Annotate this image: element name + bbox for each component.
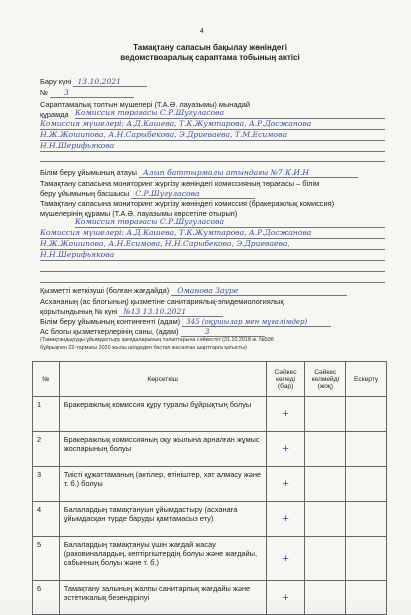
row-indicator: Бракеражлық комиссияның оқу жылына арналған жұмыс жоспарының болуы bbox=[59, 432, 266, 467]
blank-line bbox=[40, 161, 385, 162]
col-header-compliant: Сәйкес келеді (бар) bbox=[266, 362, 305, 397]
org-head-row bbox=[40, 189, 255, 199]
row-note bbox=[346, 397, 387, 432]
row-noncompliant-mark bbox=[305, 467, 346, 502]
table-row bbox=[33, 502, 387, 537]
visit-date-value: 13.10.2021 bbox=[73, 77, 147, 87]
row-indicator: Бракеражлық комиссия құру туралы бұйрықтың болуы bbox=[59, 397, 266, 432]
school-label: Білім беру ұйымының атауы bbox=[40, 168, 137, 177]
supplier-value: Оманова Зауре bbox=[171, 286, 347, 296]
visit-date-row bbox=[40, 77, 147, 87]
staff-label: Ас блогы қызметкерлерінің саны, (адам) bbox=[40, 327, 179, 336]
blank-line bbox=[40, 271, 385, 272]
act-number-value: 3 bbox=[50, 88, 134, 98]
col-header-noncompliant: Сәйкес келмейді (жоқ) bbox=[305, 362, 346, 397]
experts-handwritten-4: Н.Н.Шерифьякова bbox=[40, 141, 385, 152]
row-indicator: Балалардың тамақтануын ұйымдастыру (асханаға ұйымдасқан түрде баруды қамтамасыз ету) bbox=[59, 502, 266, 537]
row-number: 6 bbox=[33, 581, 60, 615]
conclusion-label: қорытындының № күні bbox=[40, 307, 118, 316]
row-compliant-mark: + bbox=[266, 537, 305, 581]
experts-text: Сараптамалық толтын мүшелері (Т.А.Ә. лауазымы) мынадай bbox=[40, 100, 251, 109]
experts-composition-label: құрамда bbox=[40, 110, 69, 119]
school-row bbox=[40, 168, 358, 178]
row-noncompliant-mark bbox=[305, 581, 346, 615]
col-header-note: Ескерту bbox=[346, 362, 387, 397]
conclusion-row bbox=[40, 307, 223, 317]
row-noncompliant-mark bbox=[305, 397, 346, 432]
table-row bbox=[33, 467, 387, 502]
title-line-1: Тамақтану сапасын бақылау жөніндегі bbox=[133, 43, 287, 52]
table-row bbox=[33, 397, 387, 432]
brakerage-text: Тамақтану сапасына мониторинг жүргізу жөніндегі комиссия (бракеражлық комиссия) bbox=[40, 199, 335, 208]
members-handwritten-3: Н.Ж.Жошипова, А.Н.Есимова, Н.Н.Сарыбекова, Э.Дриеваева, bbox=[40, 239, 385, 250]
members-text: мүшелерінің құрамы (Т.А.Ә. лауазымы көрсетіле отырып) bbox=[40, 209, 238, 218]
row-compliant-mark: + bbox=[266, 502, 305, 537]
row-noncompliant-mark bbox=[305, 537, 346, 581]
visit-date-label: Бару күні bbox=[40, 77, 72, 86]
row-note bbox=[346, 432, 387, 467]
col-header-indicator: Көрсеткіш bbox=[59, 362, 266, 397]
row-note bbox=[346, 537, 387, 581]
table-header-row bbox=[33, 362, 387, 397]
staff-value: 3 bbox=[181, 327, 265, 337]
blank-line bbox=[40, 282, 385, 283]
row-compliant-mark: + bbox=[266, 467, 305, 502]
org-head-value: С.Р.Шугуласова bbox=[131, 189, 255, 199]
conclusion-value: №13 13.10.2021 bbox=[119, 307, 223, 317]
row-note bbox=[346, 467, 387, 502]
row-compliant-mark: + bbox=[266, 432, 305, 467]
experts-handwritten-3: Н.Ж.Жошипова, А.Н.Сарыбекова, Э.Дриеваева, Т.М.Есимова bbox=[40, 130, 385, 141]
contingent-value: 345 (оқушылар мен мұғалімдер) bbox=[182, 318, 331, 327]
row-noncompliant-mark bbox=[305, 432, 346, 467]
supplier-row bbox=[40, 286, 347, 296]
act-number-label: № bbox=[40, 88, 48, 97]
contingent-row bbox=[40, 317, 331, 327]
row-compliant-mark: + bbox=[266, 397, 305, 432]
row-indicator: Тамақтану залының жалпы санитарлық жағдайы және эстетикалық безендірілуі bbox=[59, 581, 266, 615]
row-number: 5 bbox=[33, 537, 60, 581]
note-line-2: бұйрықпен 22-тармағы 2020 жылы шілдеден бастап жасалған шарттарға қатысты) bbox=[40, 345, 247, 351]
org-head-label: беру ұйымының басшысы bbox=[40, 189, 130, 198]
table-row bbox=[33, 432, 387, 467]
school-value: Алып баттырмалы атындағы №7 К.И.Н bbox=[139, 168, 358, 178]
row-indicator: Тиісті құжаттаманың (актілер, өтініштер, хат алмасу және т. б.) болуы bbox=[59, 467, 266, 502]
row-noncompliant-mark bbox=[305, 502, 346, 537]
page-number: 4 bbox=[200, 28, 204, 35]
row-number: 1 bbox=[33, 397, 60, 432]
row-number: 4 bbox=[33, 502, 60, 537]
commission-head-text: Тамақтану сапасына мониторинг жүргізу жөніндегі комиссияның төрағасы – білім bbox=[40, 179, 320, 188]
table-row bbox=[33, 581, 387, 615]
contingent-label: Білім беру ұйымының контингенті (адам) bbox=[40, 317, 181, 326]
experts-handwritten-2: Комиссия мүшелері: А.Д.Кашева, Т.К.Жумтарова, А.Р.Досжанова bbox=[40, 119, 385, 130]
members-handwritten-2: Комиссия мүшелері: А.Д.Кашева, Т.К.Жумтарова, А.Р.Досжанова bbox=[40, 228, 385, 239]
title-line-2: ведомствоаралық сараптама тобының актісі bbox=[120, 53, 300, 62]
table-row bbox=[33, 537, 387, 581]
act-number-row bbox=[40, 88, 134, 98]
staff-row bbox=[40, 327, 265, 337]
criteria-table bbox=[32, 361, 387, 615]
experts-handwritten-1: Комиссия төрағасы С.Р.Шугуласова bbox=[75, 108, 385, 119]
note-line-1: (Тамақтандыруды ұйымдастыру қағидаларының талаптарына сәйкестігі (31.10.2018 ж. №598 bbox=[40, 337, 274, 343]
members-handwritten-1: Комиссия төрағасы С.Р.Шугуласова bbox=[75, 217, 385, 228]
row-note bbox=[346, 502, 387, 537]
supplier-label: Қызметті жеткізуші (болған жағдайда) bbox=[40, 286, 170, 295]
row-note bbox=[346, 581, 387, 615]
col-header-number: № bbox=[33, 362, 60, 397]
row-number: 2 bbox=[33, 432, 60, 467]
row-compliant-mark: + bbox=[266, 581, 305, 615]
canteen-text: Асхананың (ас блогының) қызметіне санитариялық-эпидемиологиялық bbox=[40, 297, 284, 306]
row-number: 3 bbox=[33, 467, 60, 502]
row-indicator: Балалардың тамақтануы үшін жағдай жасау (раковиналардың, кептіргіштердің болуы және жағдайы, сабынның болуы және т. б.) bbox=[59, 537, 266, 581]
members-handwritten-4: Н.Н.Шерифьякова bbox=[40, 250, 385, 261]
document-title bbox=[40, 43, 380, 63]
